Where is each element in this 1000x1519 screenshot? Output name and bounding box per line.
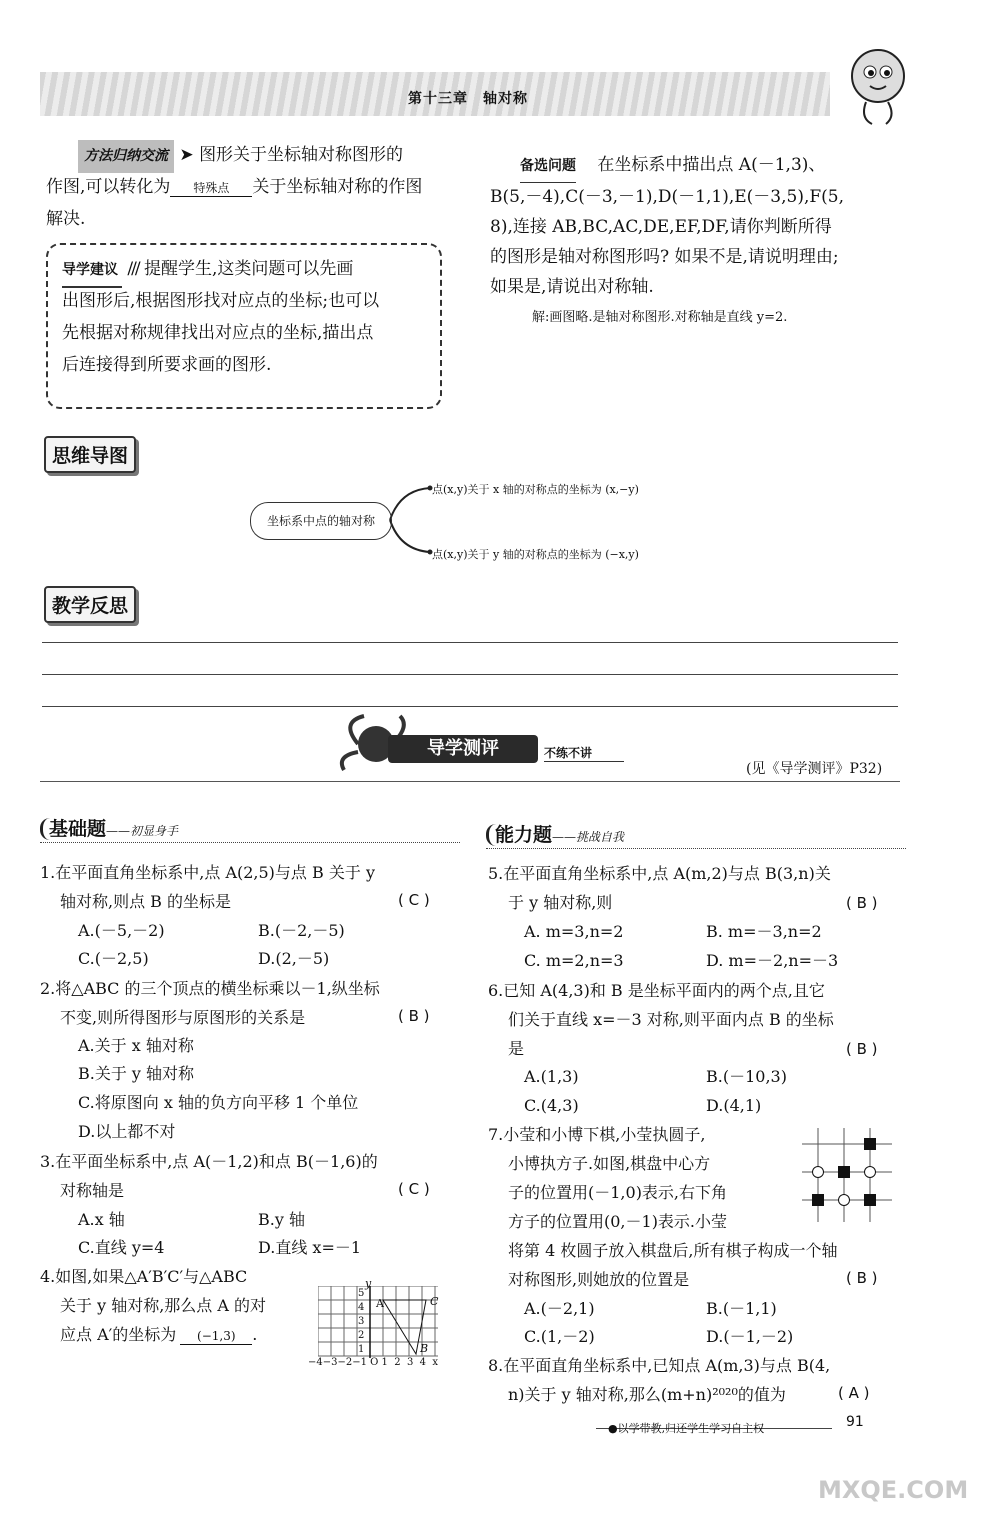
test-banner-ref: (见《导学测评》P32) xyxy=(746,761,883,777)
q1-stem-1: 1.在平面直角坐标系中,点 A(2,5)与点 B 关于 y xyxy=(40,863,375,882)
reflection-badge: 教学反思 xyxy=(44,586,136,623)
method-blank: 特殊点 xyxy=(170,180,252,197)
guide-line-2: 出图形后,根据图形找对应点的坐标;也可以 xyxy=(62,291,380,311)
q7-stem-4: 方子的位置用(0,－1)表示.小莹 xyxy=(508,1212,728,1231)
ability-title-row xyxy=(486,820,624,847)
q3-option-c: C.直线 y=4 xyxy=(78,1238,165,1257)
q5-option-b: B. m=－3,n=2 xyxy=(706,922,822,941)
q4-point-a: A xyxy=(376,1297,384,1310)
q7-answer: ( B ) xyxy=(846,1269,878,1287)
q7-stem-1: 7.小莹和小博下棋,小莹执圆子, xyxy=(488,1125,706,1144)
mascot-icon xyxy=(830,40,920,130)
method-tag: 方法归纳交流 xyxy=(78,140,174,173)
q5-option-a: A. m=3,n=2 xyxy=(524,922,624,941)
q7-chessboard xyxy=(796,1122,896,1228)
q2-stem-1: 2.将△ABC 的三个顶点的横坐标乘以－1,纵坐标 xyxy=(40,979,380,998)
q7-option-b: B.(－1,1) xyxy=(706,1299,777,1318)
q4-blank: (−1,3) xyxy=(180,1328,252,1345)
q7-round-piece xyxy=(865,1167,876,1178)
q7-square-piece xyxy=(838,1166,850,1178)
q8-answer: ( A ) xyxy=(838,1384,870,1402)
q4-stem-3-text: 应点 A′的坐标为 xyxy=(60,1325,177,1344)
q1-answer: ( C ) xyxy=(398,891,430,909)
q7-stem-3: 子的位置用(－1,0)表示,右下角 xyxy=(508,1183,728,1202)
q4-tick-5: 5 xyxy=(358,1288,365,1299)
q4-tick-3: 3 xyxy=(358,1316,365,1327)
q2-option-b: B.关于 y 轴对称 xyxy=(78,1064,195,1083)
arrow-icon: ➤ xyxy=(179,145,194,165)
guide-text: 提醒学生,这类问题可以先画 xyxy=(144,259,354,279)
q6-stem-1: 6.已知 A(4,3)和 B 是坐标平面内的两个点,且它 xyxy=(488,981,825,1000)
basic-subtitle: ——初显身手 xyxy=(106,824,179,838)
mindmap-branch-bottom: 点(x,y)关于 y 轴的对称点的坐标为 (−x,y) xyxy=(432,548,639,561)
page-number: 91 xyxy=(846,1414,864,1430)
test-banner-title: 导学测评 xyxy=(388,735,538,763)
q7-option-c: C.(1,－2) xyxy=(524,1327,595,1346)
q3-stem-1: 3.在平面坐标系中,点 A(－1,2)和点 B(－1,6)的 xyxy=(40,1152,378,1171)
q3-option-d: D.直线 x=－1 xyxy=(258,1238,362,1257)
q3-option-b: B.y 轴 xyxy=(258,1210,305,1229)
q5-stem-2: 于 y 轴对称,则 xyxy=(508,893,613,912)
q6-stem-3: 是 xyxy=(508,1039,525,1058)
mindmap-center: 坐标系中点的轴对称 xyxy=(250,502,392,540)
mindmap-branch-top: 点(x,y)关于 x 轴的对称点的坐标为 (x,−y) xyxy=(432,483,639,496)
method-text-2b: 关于坐标轴对称的作图 xyxy=(252,177,423,197)
q3-answer: ( C ) xyxy=(398,1180,430,1198)
q4-axis-y: y xyxy=(365,1277,372,1290)
q4-tick-1: 1 xyxy=(358,1344,365,1355)
q6-stem-2: 们关于直线 x=－3 对称,则平面内点 B 的坐标 xyxy=(508,1010,834,1029)
alt-problem-line-3: 8),连接 AB,BC,AC,DE,EF,DF,请你判断所得 xyxy=(490,217,832,237)
q2-answer: ( B ) xyxy=(398,1007,430,1025)
q2-option-a: A.关于 x 轴对称 xyxy=(78,1036,194,1055)
test-banner-slogan: 不练不讲 xyxy=(544,744,624,762)
q7-square-piece xyxy=(864,1194,876,1206)
alt-problem-line-5: 如果是,请说出对称轴. xyxy=(490,277,654,297)
q7-stem-2: 小博执方子.如图,棋盘中心方 xyxy=(508,1154,711,1173)
basic-title: 基础题 xyxy=(40,818,106,840)
alt-problem-tag: 备选问题 xyxy=(520,151,576,183)
chapter-title: 第十三章 轴对称 xyxy=(408,91,528,107)
q1-stem-2: 轴对称,则点 B 的坐标是 xyxy=(60,892,232,911)
q6-option-b: B.(－10,3) xyxy=(706,1067,787,1086)
q5-stem-1: 5.在平面直角坐标系中,点 A(m,2)与点 B(3,n)关 xyxy=(488,864,831,883)
q8-stem-2: n)关于 y 轴对称,那么(m+n)²⁰²⁰的值为 xyxy=(508,1385,786,1404)
q4-tick-labels xyxy=(358,1287,364,1357)
basic-title-row xyxy=(40,814,178,841)
method-section xyxy=(78,140,458,173)
q3-stem-2: 对称轴是 xyxy=(60,1181,125,1200)
q1-option-c: C.(－2,5) xyxy=(78,949,149,968)
q2-stem-2: 不变,则所得图形与原图形的关系是 xyxy=(60,1008,306,1027)
guide-line-3: 先根据对称规律找出对应点的坐标,描出点 xyxy=(62,323,374,343)
reflection-line-1 xyxy=(42,642,898,643)
q4-point-b: B xyxy=(420,1342,429,1355)
q8-stem-1: 8.在平面直角坐标系中,已知点 A(m,3)与点 B(4, xyxy=(488,1356,831,1375)
basic-rule xyxy=(40,842,460,843)
reflection-line-2 xyxy=(42,674,898,675)
alt-problem-line-1 xyxy=(520,150,920,183)
method-text-2a: 作图,可以转化为 xyxy=(46,177,171,197)
q7-option-d: D.(－1,－2) xyxy=(706,1327,794,1346)
ability-rule xyxy=(486,848,906,849)
q6-option-c: C.(4,3) xyxy=(524,1096,579,1115)
alt-problem-line-4: 的图形是轴对称图形吗? 如果不是,请说明理由; xyxy=(490,247,839,267)
q6-option-d: D.(4,1) xyxy=(706,1096,762,1115)
guide-tag: 导学建议 xyxy=(62,255,122,288)
q4-tick-4: 4 xyxy=(358,1302,365,1313)
q4-axis-x: −4−3−2−1 O 1 2 3 4 x xyxy=(308,1357,439,1368)
q3-option-a: A.x 轴 xyxy=(78,1210,125,1229)
q4-stem-3: 应点 A′的坐标为 (−1,3) . xyxy=(60,1325,258,1344)
alt-problem-text: 在坐标系中描出点 A(－1,3)、 xyxy=(597,155,826,175)
banner-rule xyxy=(40,781,900,782)
reflection-line-3 xyxy=(42,706,898,707)
ability-title: 能力题 xyxy=(486,824,552,846)
alt-problem-answer: 解:画图略.是轴对称图形.对称轴是直线 y=2. xyxy=(532,310,788,325)
ability-subtitle: ——挑战自我 xyxy=(552,830,625,844)
alt-problem-line-2: B(5,－4),C(－3,－1),D(－1,1),E(－3,5),F(5, xyxy=(490,187,845,207)
q2-option-c: C.将原图向 x 轴的负方向平移 1 个单位 xyxy=(78,1093,359,1112)
q7-round-piece xyxy=(839,1195,850,1206)
q7-stem-5: 将第 4 枚圆子放入棋盘后,所有棋子构成一个轴 xyxy=(508,1241,838,1260)
q7-square-piece xyxy=(812,1194,824,1206)
q6-option-a: A.(1,3) xyxy=(524,1067,579,1086)
q1-option-d: D.(2,－5) xyxy=(258,949,330,968)
q4-stem-2: 关于 y 轴对称,那么点 A 的对 xyxy=(60,1296,267,1315)
footer-motto: ●以学带教,归还学生学习自主权 xyxy=(608,1422,765,1435)
q2-option-d: D.以上都不对 xyxy=(78,1122,176,1141)
q4-tick-2: 2 xyxy=(358,1330,365,1341)
q7-square-piece xyxy=(864,1138,876,1150)
guide-line-4: 后连接得到所要求画的图形. xyxy=(62,355,272,375)
q1-option-a: A.(－5,－2) xyxy=(78,921,165,940)
method-line-2 xyxy=(46,172,466,203)
q6-answer: ( B ) xyxy=(846,1040,878,1058)
q7-stem-6: 对称图形,则她放的位置是 xyxy=(508,1270,690,1289)
q7-option-a: A.(－2,1) xyxy=(524,1299,595,1318)
q5-option-c: C. m=2,n=3 xyxy=(524,951,624,970)
q1-option-b: B.(－2,－5) xyxy=(258,921,345,940)
q4-stem-1: 4.如图,如果△A′B′C′与△ABC xyxy=(40,1267,248,1286)
method-text: 图形关于坐标轴对称图形的 xyxy=(199,145,404,165)
watermark: MXQE.COM xyxy=(818,1476,969,1504)
method-line-3: 解决. xyxy=(46,209,86,229)
q5-option-d: D. m=－2,n=－3 xyxy=(706,951,839,970)
q4-point-c: C xyxy=(430,1295,439,1308)
q5-answer: ( B ) xyxy=(846,894,878,912)
guide-line-1: 导学建议 /// 提醒学生,这类问题可以先画 xyxy=(62,254,438,288)
q7-round-piece xyxy=(813,1167,824,1178)
mindmap-badge: 思维导图 xyxy=(44,436,136,473)
